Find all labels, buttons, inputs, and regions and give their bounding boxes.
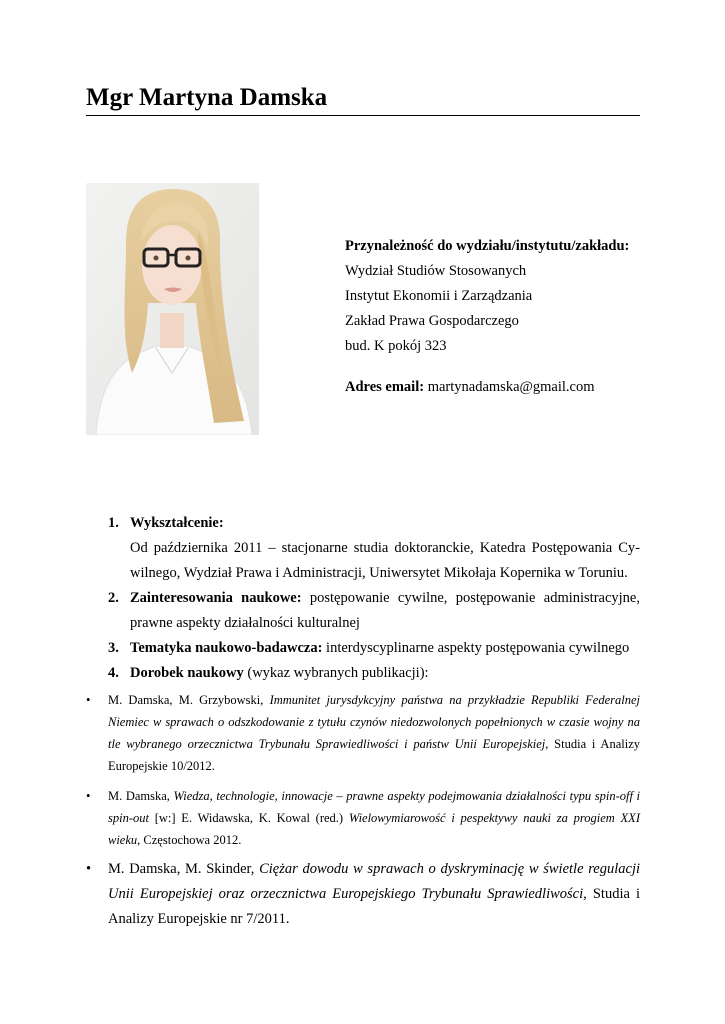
profile-photo (86, 183, 259, 435)
section-number: 4. (108, 665, 119, 681)
portrait-illustration (86, 183, 259, 435)
publications-text: (wykaz wybranych publikacji): (243, 665, 429, 681)
affiliation-block (345, 234, 645, 400)
publication-source: , Studia i Analizy Europejskie 10/2012. (108, 737, 640, 773)
section-label: Tematyka naukowo-badawcza: (130, 640, 323, 656)
publication-item (86, 689, 640, 777)
education-line-1: Od października 2011 – stacjonarne studia doktoranckie, Katedra Postępowania Cy- (130, 540, 640, 556)
publication-source: , Studia i Analizy Europejskie nr 7/2011. (108, 886, 641, 927)
section-number: 3. (108, 640, 119, 656)
publication-title: Wiedza, technologie, innowacje – prawne aspekty podejmowania działalności typu spin-off i spin-out (108, 789, 641, 825)
section-interests (108, 586, 640, 636)
cv-sections (86, 511, 641, 932)
publication-authors: M. Damska, M. Skinder, (108, 861, 260, 877)
publication-item (86, 785, 640, 851)
email-row (345, 375, 645, 400)
education-line-2: wilnego, Wydział Prawa i Administracji, Uniwersytet Mikołaja Kopernika w Toruniu. (130, 565, 628, 581)
affiliation-room: bud. K pokój 323 (345, 338, 447, 354)
publication-title: Ciężar dowodu w sprawach o dyskryminację w świetle regulacji Unii Europejskiej oraz orzecznictwa Europejskiego Trybunału Sprawiedliwości (108, 861, 641, 902)
affiliation-label: Przynależność do wydziału/instytutu/zakładu: (345, 238, 630, 254)
publication-authors: M. Damska, (108, 789, 174, 803)
section-label: Zainteresowania naukowe: (130, 590, 302, 606)
email-label: Adres email: (345, 379, 425, 395)
publication-title: Immunitet jurysdykcyjny państwa na przykładzie Republiki Federalnej Niemiec w sprawach o odszkodowanie z tytułu czynów niedozwolonych popełnionych w czasie wojny na tle wybranego orzecznictwa Trybunału Sprawiedliwości i państw Unii Europejskiej (108, 693, 640, 751)
publication-authors: M. Damska, M. Grzybowski, (108, 693, 270, 707)
affiliation-faculty: Wydział Studiów Stosowanych (345, 263, 527, 279)
section-publications (108, 661, 640, 686)
topics-text: interdyscyplinarne aspekty postępowania cywilnego (322, 640, 630, 656)
section-label: Wykształcenie: (130, 515, 224, 531)
bullet: • (86, 789, 91, 803)
publication-editors: [w:] E. Widawska, K. Kowal (red.) (148, 811, 349, 825)
email-value[interactable]: martynadamska@gmail.com (427, 379, 595, 395)
page-title: Mgr Martyna Damska (86, 84, 328, 111)
publication-book-title: Wielowymiarowość i pespektywy nauki za progiem XXI wieku (108, 811, 640, 847)
affiliation-institute: Instytut Ekonomii i Zarządzania (345, 288, 533, 304)
section-number: 1. (108, 515, 119, 531)
section-label: Dorobek naukowy (130, 665, 244, 681)
affiliation-department: Zakład Prawa Gospodarczego (345, 313, 519, 329)
interests-text-2: prawne aspekty działalności kulturalnej (130, 615, 360, 631)
title-divider (86, 115, 640, 116)
publication-item (86, 857, 640, 932)
section-education (108, 511, 640, 586)
bullet: • (86, 693, 91, 707)
interests-text-1: postępowanie cywilne, postępowanie administracyjne, (301, 590, 640, 606)
publication-source: , Częstochowa 2012. (137, 833, 242, 847)
section-topics (108, 636, 640, 661)
section-number: 2. (108, 590, 119, 606)
bullet: • (86, 861, 92, 877)
